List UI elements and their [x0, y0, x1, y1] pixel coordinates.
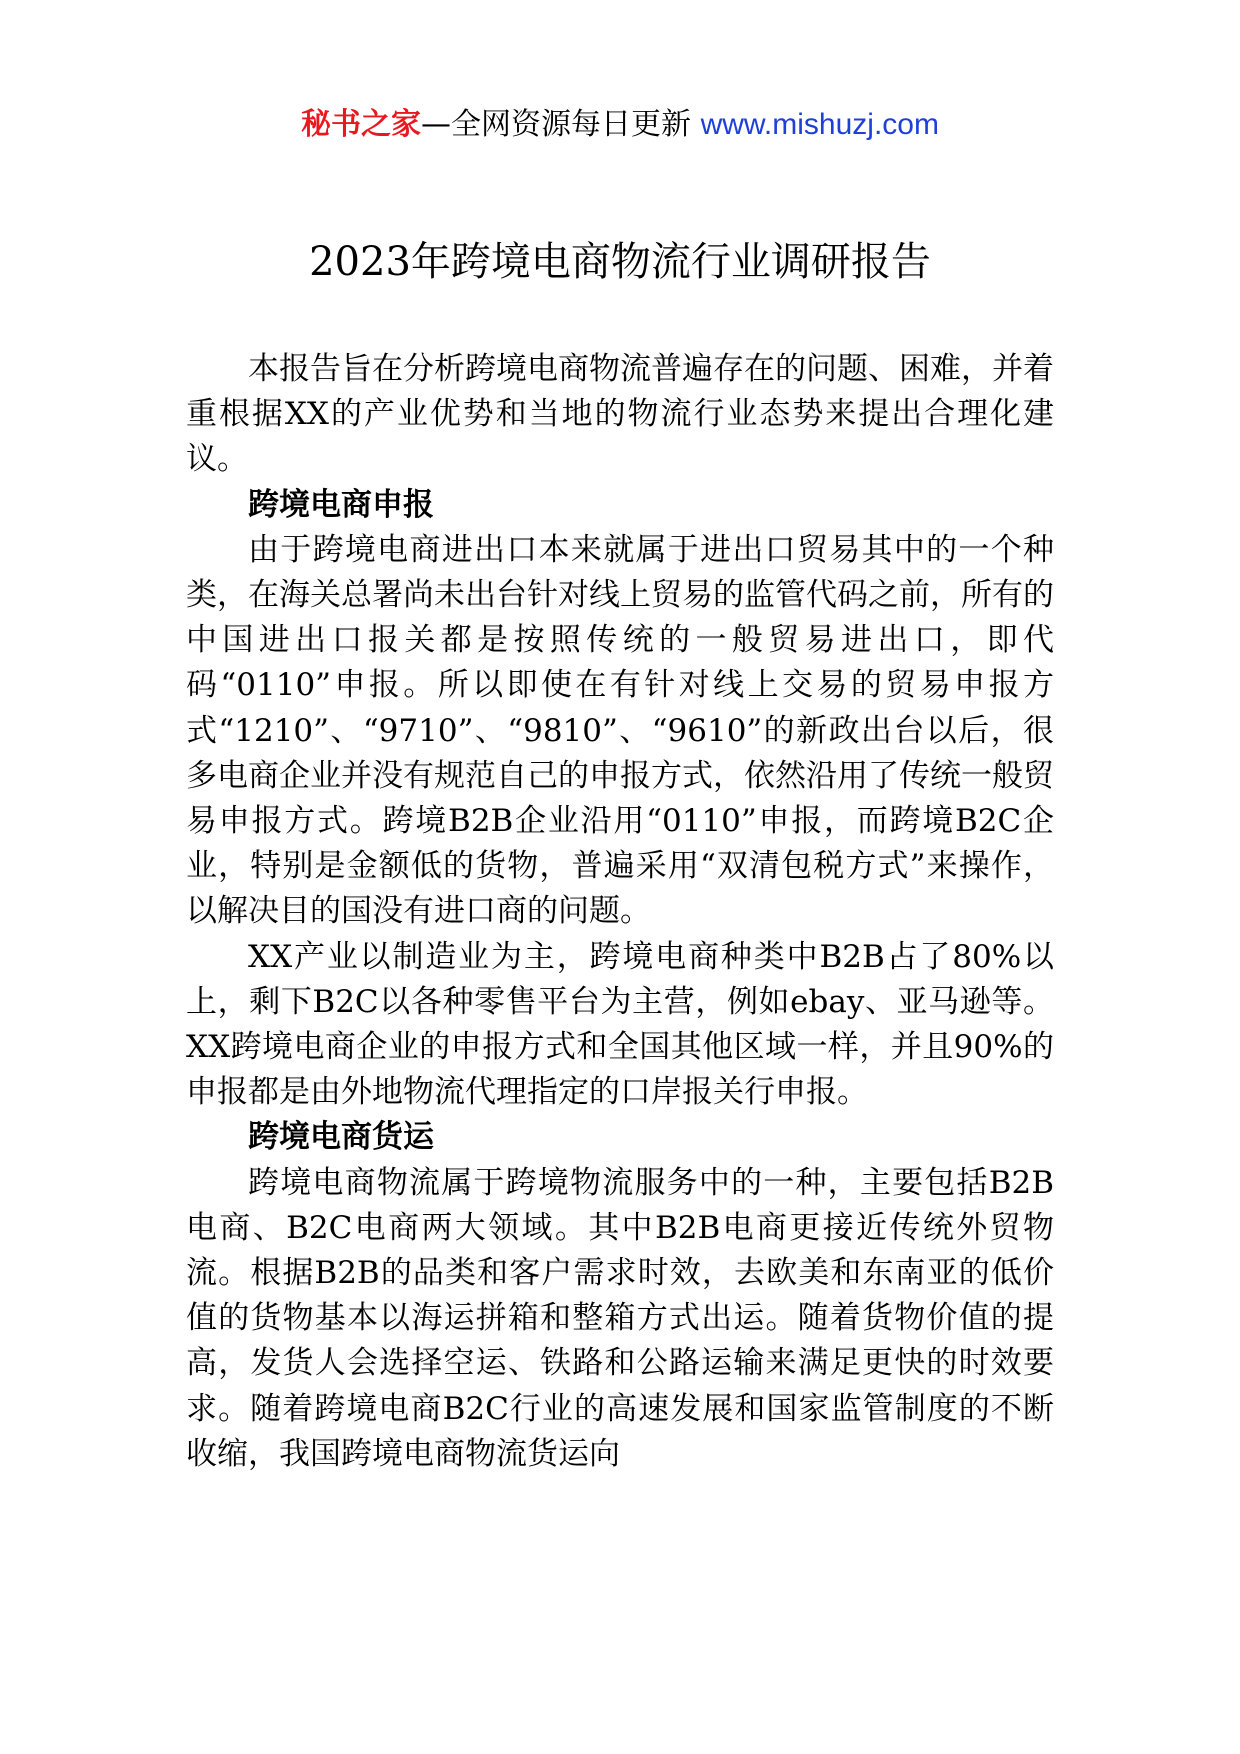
site-brand: 秘书之家 — [301, 107, 422, 142]
document-body — [186, 347, 1054, 1477]
document-title: 2023年跨境电商物流行业调研报告 — [309, 239, 931, 285]
site-tagline: —全网资源每日更新 — [421, 107, 692, 142]
intro-paragraph: 本报告旨在分析跨境电商物流普遍存在的问题、困难，并着重根据XX的产业优势和当地的物流行业态势来提出合理化建议。 — [186, 351, 1054, 478]
site-url-link[interactable]: www.mishuzj.com — [700, 108, 939, 141]
body-paragraph: 跨境电商物流属于跨境物流服务中的一种，主要包括B2B电商、B2C电商两大领域。其中B2B电商更接近传统外贸物流。根据B2B的品类和客户需求时效，去欧美和东南亚的低价值的货物基本以海运拼箱和整箱方式出运。随着货物价值的提高，发货人会选择空运、铁路和公路运输来满足更快的时效要求。随着跨境电商B2C行业的高速发展和国家监管制度的不断收缩，我国跨境电商物流货运向 — [186, 1164, 1054, 1472]
body-paragraph: XX产业以制造业为主，跨境电商种类中B2B占了80%以上，剩下B2C以各种零售平台为主营，例如ebay、亚马逊等。XX跨境电商企业的申报方式和全国其他区域一样，并且90%的申报都是由外地物流代理指定的口岸报关行申报。 — [186, 938, 1054, 1111]
body-paragraph: 由于跨境电商进出口本来就属于进出口贸易其中的一个种类，在海关总署尚未出台针对线上贸易的监管代码之前，所有的中国进出口报关都是按照传统的一般贸易进出口，即代码“0110”申报。所以即使在有针对线上交易的贸易申报方式“1210”、“9710”、“9810”、“9610”的新政出台以后，很多电商企业并没有规范自己的申报方式，依然沿用了传统一般贸易申报方式。跨境B2B企业沿用“0110”申报，而跨境B2C企业，特别是金额低的货物，普遍采用“双清包税方式”来操作，以解决目的国没有进口商的问题。 — [186, 531, 1054, 930]
section-heading-freight: 跨境电商货运 — [248, 1119, 434, 1156]
site-header — [0, 100, 1240, 150]
section-heading-declaration: 跨境电商申报 — [248, 486, 434, 523]
